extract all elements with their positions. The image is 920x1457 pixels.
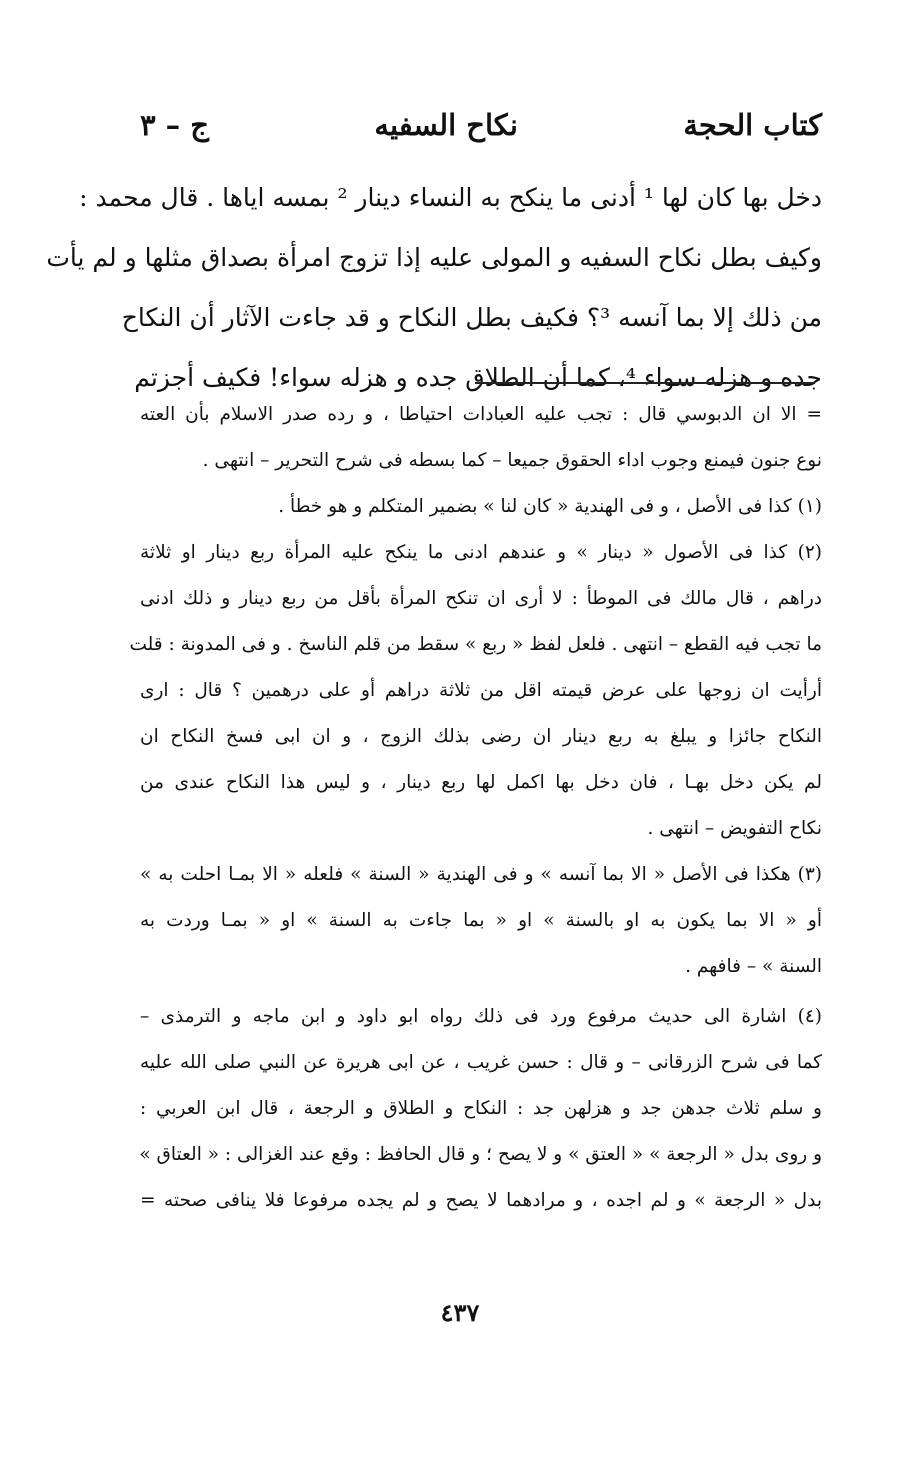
footnote-1	[140, 484, 822, 530]
footnote-2	[129, 530, 822, 852]
footnote-line: = الا ان الدبوسي قال : تجب عليه العبادات احتياطا ، و رده صدر الاسلام بأن العته	[140, 404, 822, 425]
main-text-line: جده و هزله سواء ⁴، كما أن الطلاق جده و هزله سواء! فكيف أجزتم	[134, 363, 822, 392]
footnote-4	[140, 994, 822, 1224]
book-title: كتاب الحجة	[683, 107, 822, 142]
footnote-line: (٢) كذا فى الأصول « دينار » و عندهم ادنى ما ينكح عليه المرأة ربع دينار او ثلاثة	[140, 542, 822, 563]
volume-label: ج – ٣	[140, 107, 209, 142]
footnote-line: (٣) هكذا فى الأصل « الا بما آنسه » و فى الهندية « السنة » فلعله « الا بمـا احلت به »	[140, 864, 822, 885]
footnote-line: (١) كذا فى الأصل ، و فى الهندية « كان لنا » بضمير المتكلم و هو خطأ .	[278, 496, 822, 517]
main-text-line: دخل بها كان لها ¹ أدنى ما ينكح به النساء دينار ² بمسه اياها . قال محمد :	[79, 183, 822, 212]
page-number: ٤٣٧	[440, 1298, 480, 1327]
main-text	[46, 168, 822, 408]
footnote-line: السنة » – فافهم .	[685, 956, 822, 977]
footnote-line: و سلم ثلاث جدهن جد و هزلهن جد : النكاح و الطلاق و الرجعة ، قال ابن العربي :	[140, 1098, 822, 1119]
footnote-line: (٤) اشارة الى حديث مرفوع ورد فى ذلك رواه ابو داود و ابن ماجه و الترمذى –	[140, 1006, 822, 1027]
footnotes	[129, 392, 822, 1224]
footnote-line: كما فى شرح الزرقانى – و قال : حسن غريب ، عن ابى هريرة عن النبي صلى الله عليه	[140, 1052, 822, 1073]
footnote-line: لم يكن دخل بهـا ، فان دخل بها اكمل لها ربع دينار ، و ليس هذا النكاح عندى من	[140, 772, 822, 793]
chapter-title: نكاح السفيه	[374, 107, 518, 142]
footnote-3	[140, 852, 822, 990]
footnote-line: النكاح جائزا و يبلغ به ربع دينار ان رضى بذلك الزوج ، و ان ابى فسخ النكاح ان	[140, 726, 822, 747]
main-text-line: من ذلك إلا بما آنسه ³؟ فكيف بطل النكاح و قد جاءت الآثار أن النكاح	[121, 303, 822, 332]
main-text-line: وكيف بطل نكاح السفيه و المولى عليه إذا تزوج امرأة بصداق مثلها و لم يأت	[46, 243, 822, 272]
footnote-line: و روى بدل « الرجعة » « العتق » و لا يصح ؛ و قال الحافظ : وقع عند الغزالى : « العتاق »	[139, 1144, 822, 1165]
footnote-continuation	[140, 392, 822, 484]
footnote-line: ما تجب فيه القطع – انتهى . فلعل لفظ « ربع » سقط من قلم الناسخ . و فى المدونة : قلت	[129, 634, 822, 655]
footnote-line: دراهم ، قال مالك فى الموطأ : لا أرى ان تنكح المرأة بأقل من ربع دينار و ذلك ادنى	[140, 588, 822, 609]
footnote-line: أو « الا بما يكون به او بالسنة » او « بما جاءت به السنة » او « بمـا وردت به	[140, 910, 822, 931]
page-header	[140, 100, 822, 150]
footnote-line: بدل « الرجعة » و لم اجده ، و مرادهما لا يصح و لم يجده مرفوعا فلا ينافى صحته =	[140, 1190, 822, 1211]
footnote-line: نوع جنون فيمنع وجوب اداء الحقوق جميعا – كما بسطه فى شرح التحرير – انتهى .	[202, 450, 822, 471]
footnote-line: أرأيت ان زوجها على عرض قيمته اقل من ثلاثة دراهم أو على درهمين ؟ قال : ارى	[140, 680, 822, 701]
footnote-line: نكاح التفويض – انتهى .	[647, 818, 822, 839]
footnote-separator	[475, 382, 815, 384]
